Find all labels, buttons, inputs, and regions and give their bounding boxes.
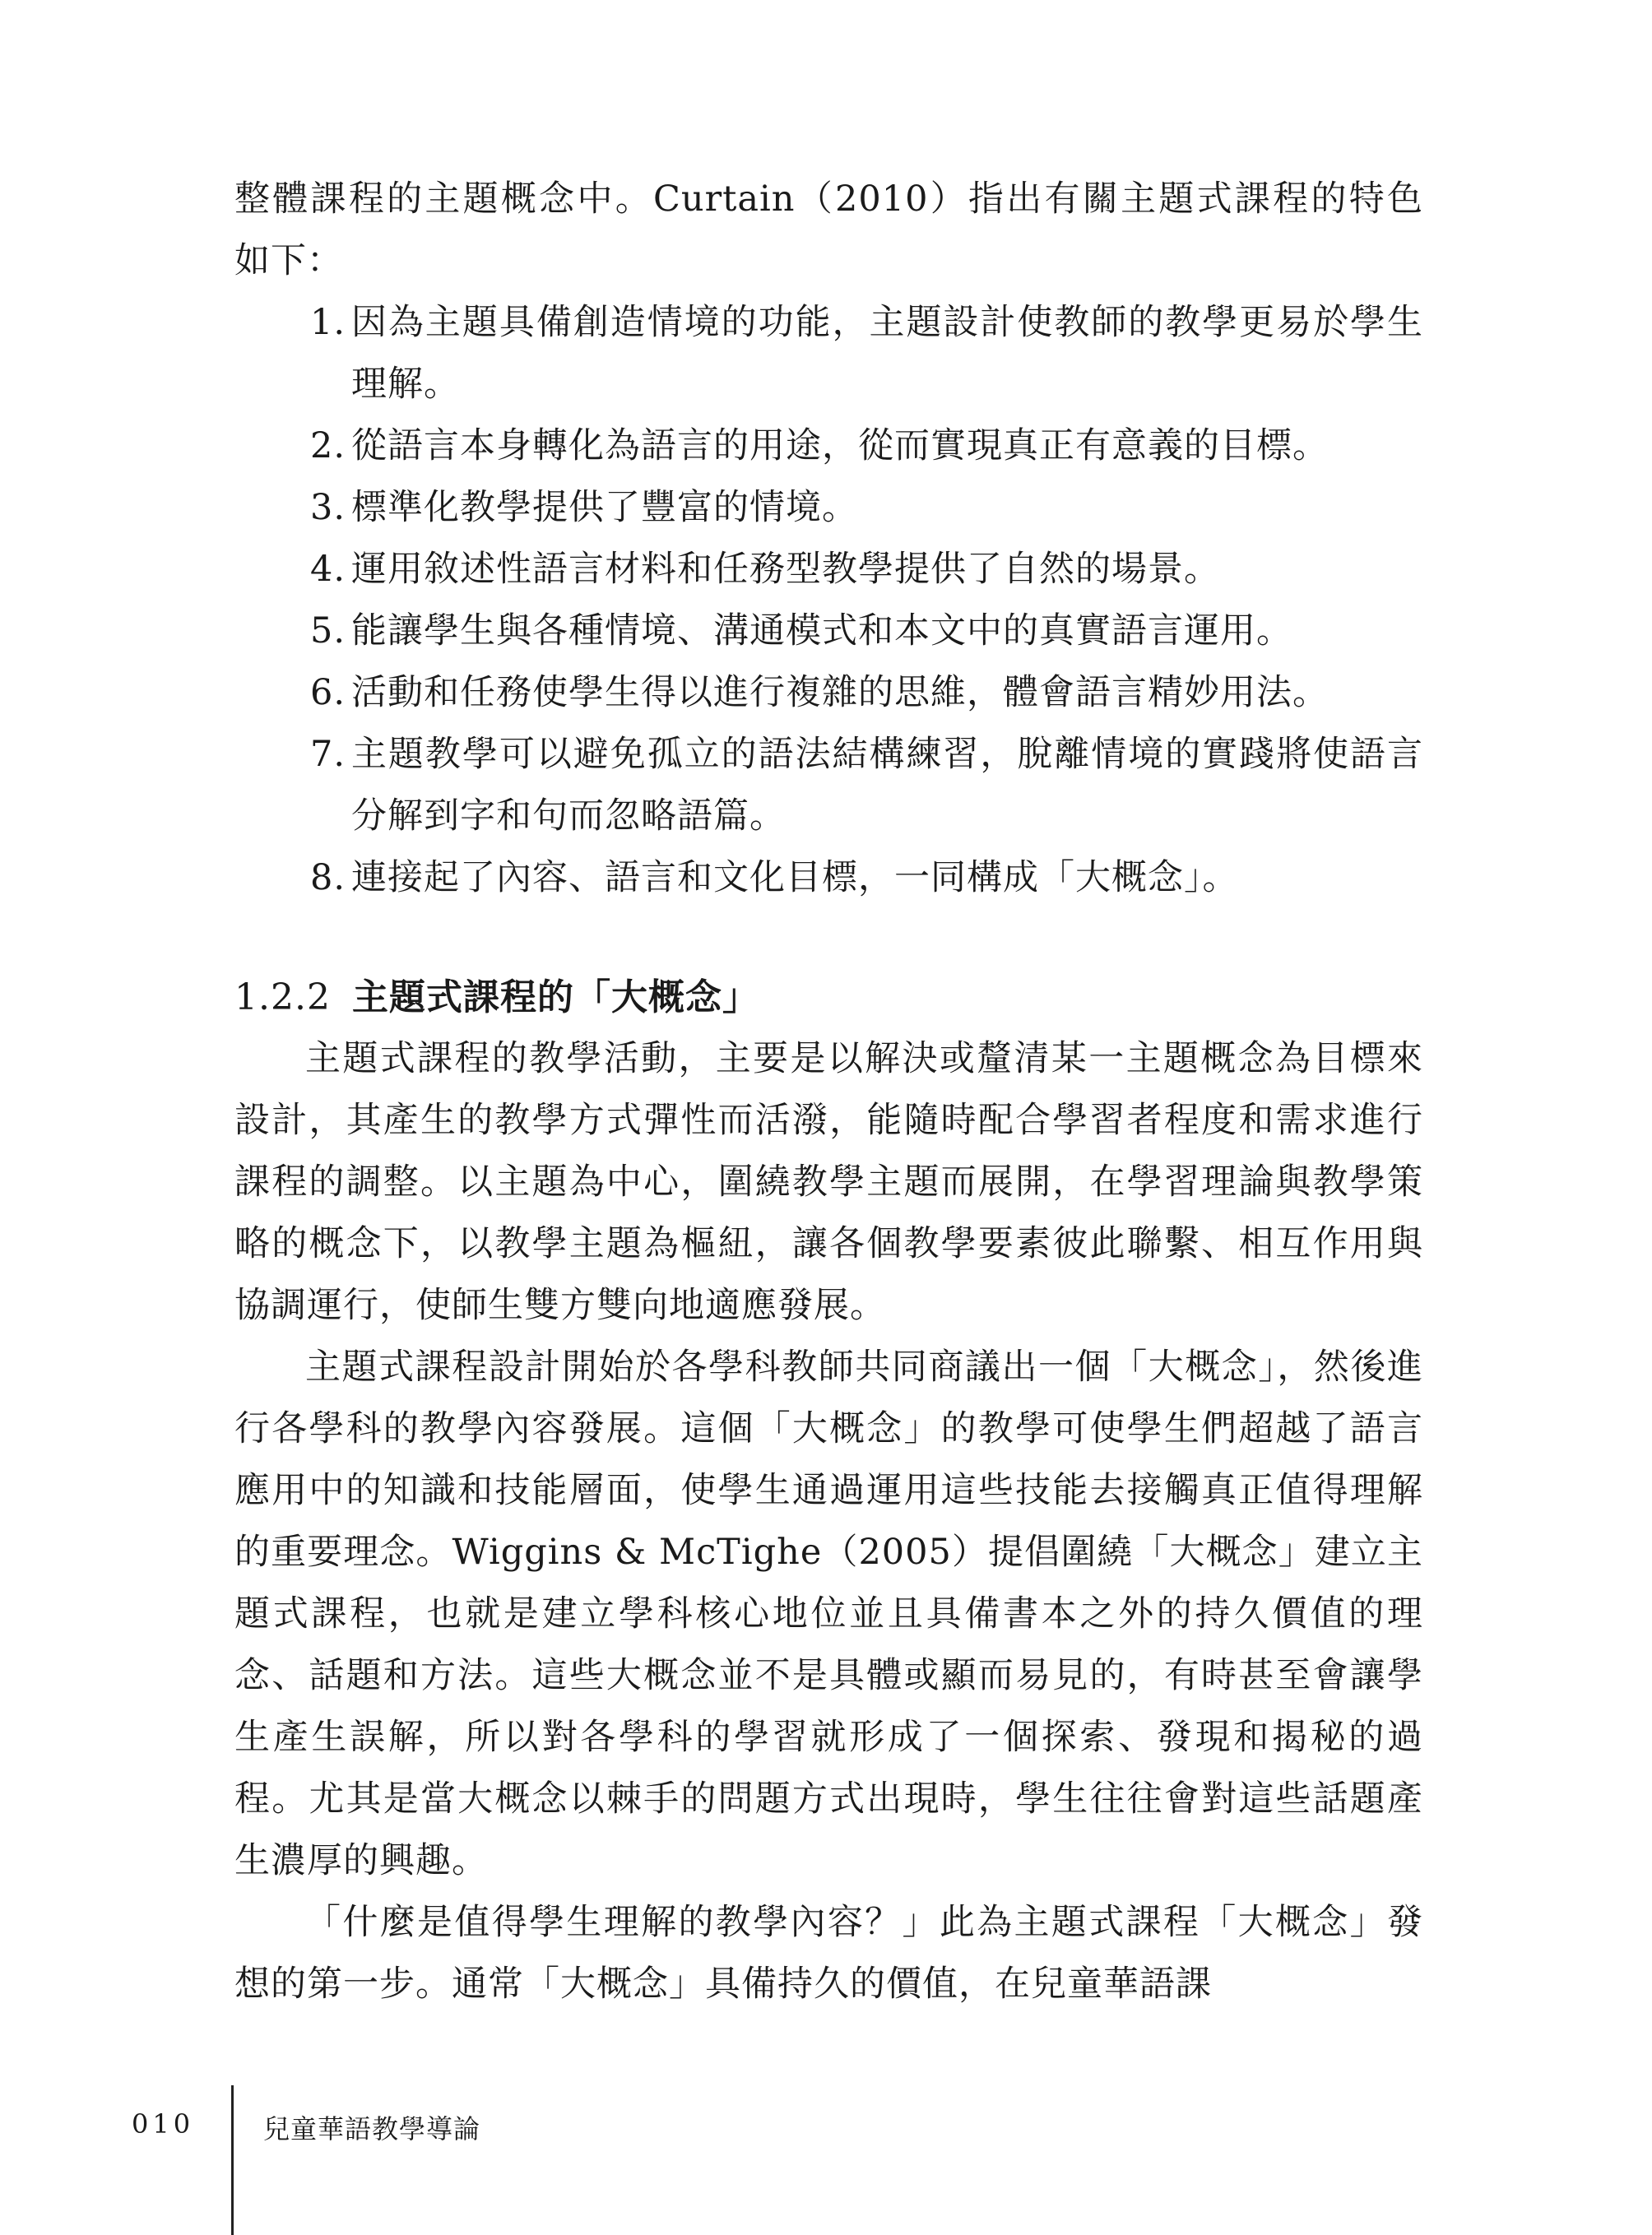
footer-divider <box>231 2085 234 2235</box>
list-item-number: 7. <box>310 734 346 775</box>
list-item-text: 標準化教學提供了豐富的情境。 <box>351 487 858 528</box>
intro-line-2: 如下： <box>234 240 343 281</box>
list-item-number: 2. <box>310 425 346 466</box>
section-title: 主題式課程的「大概念」 <box>351 976 759 1018</box>
list-item-number: 4. <box>310 549 346 590</box>
running-title: 兒童華語教學導論 <box>263 2113 481 2145</box>
list-item-text: 連接起了內容、語言和文化目標，一同構成「大概念」。 <box>351 857 1239 898</box>
body-paragraph: 「什麼是值得學生理解的教學內容？」此為主題式課程「大概念」發想的第一步。通常「大概念」具備持久的價值，在兒童華語課 <box>234 1902 1423 2005</box>
list-item <box>234 847 1423 909</box>
list-item <box>234 477 1423 539</box>
intro-line-1: 整體課程的主題概念中。Curtain（2010）指出有關主題式課程的特色 <box>234 179 1423 220</box>
list-item <box>234 539 1423 600</box>
section-heading <box>234 967 1423 1028</box>
list-item <box>234 662 1423 724</box>
list-item <box>234 724 1423 847</box>
list-item-text: 運用敘述性語言材料和任務型教學提供了自然的場景。 <box>351 549 1220 590</box>
feature-list <box>234 292 1423 909</box>
list-item <box>234 415 1423 477</box>
list-item-text: 因為主題具備創造情境的功能，主題設計使教師的教學更易於學生理解。 <box>351 302 1423 405</box>
list-item-text: 從語言本身轉化為語言的用途，從而實現真正有意義的目標。 <box>351 425 1329 466</box>
page-footer <box>0 2085 1652 2235</box>
body-paragraph: 主題式課程的教學活動，主要是以解決或釐清某一主題概念為目標來設計，其產生的教學方式彈性而活潑，能隨時配合學習者程度和需求進行課程的調整。以主題為中心，圍繞教學主題而展開，在學習理論與教學策略的概念下，以教學主題為樞紐，讓各個教學要素彼此聯繫、相互作用與協調運行，使師生雙方雙向地適應發展。 <box>234 1038 1423 1326</box>
section-number: 1.2.2 <box>234 976 331 1018</box>
page-number: 010 <box>132 2108 195 2140</box>
list-item <box>234 600 1423 662</box>
list-item-number: 5. <box>310 610 346 651</box>
list-item-text: 活動和任務使學生得以進行複雜的思維，體會語言精妙用法。 <box>351 672 1329 713</box>
list-item-number: 3. <box>310 487 346 528</box>
list-item-text: 主題教學可以避免孤立的語法結構練習，脫離情境的實踐將使語言分解到字和句而忽略語篇。 <box>351 734 1423 837</box>
body-paragraph: 主題式課程設計開始於各學科教師共同商議出一個「大概念」，然後進行各學科的教學內容發展。這個「大概念」的教學可使學生們超越了語言應用中的知識和技能層面，使學生通過運用這些技能去接觸真正值得理解的重要理念。Wiggins & McTighe（2005）提倡圍繞「大概念」建立主題式課程，也就是建立學科核心地位並且具備書本之外的持久價值的理念、話題和方法。這些大概念並不是具體或顯而易見的，有時甚至會讓學生產生誤解，所以對各學科的學習就形成了一個探索、發現和揭秘的過程。尤其是當大概念以棘手的問題方式出現時，學生往往會對這些話題產生濃厚的興趣。 <box>234 1347 1423 1881</box>
list-item <box>234 292 1423 415</box>
list-item-number: 8. <box>310 857 346 898</box>
list-item-text: 能讓學生與各種情境、溝通模式和本文中的真實語言運用。 <box>351 610 1292 651</box>
page-body <box>234 169 1423 2015</box>
list-item-number: 6. <box>310 672 346 713</box>
list-item-number: 1. <box>310 302 346 343</box>
